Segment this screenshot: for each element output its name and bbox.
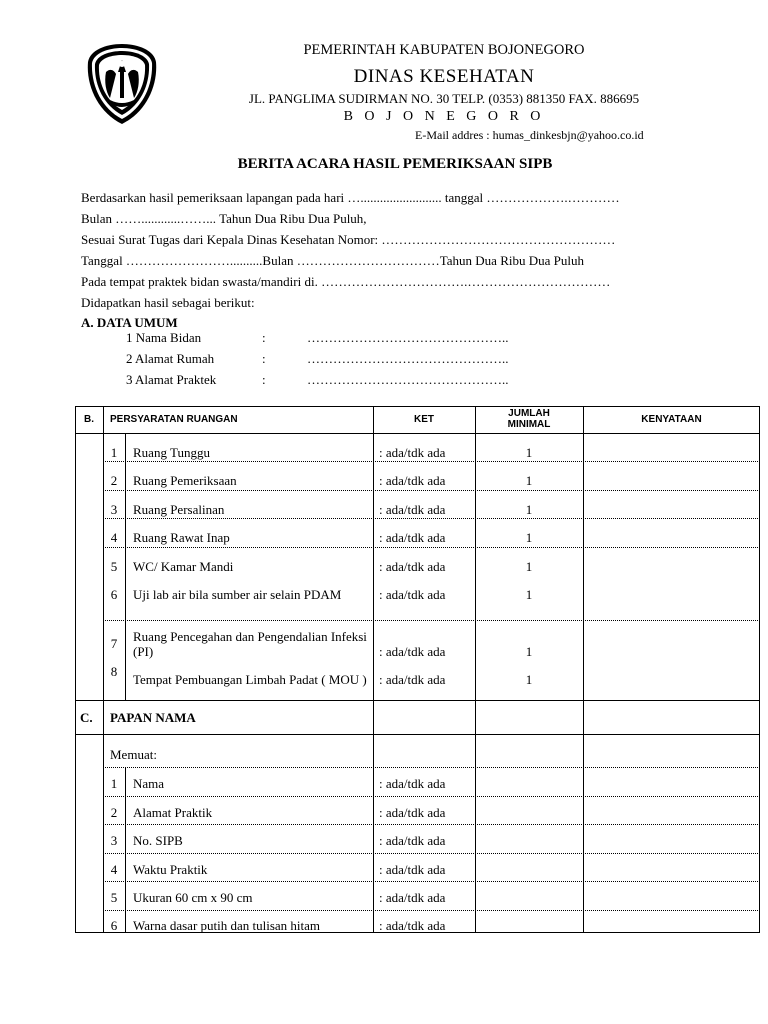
- papan-nama-item: Warna dasar putih dan tulisan hitam: [133, 918, 321, 933]
- papan-nama-ket: : ada/tdk ada: [379, 918, 446, 933]
- intro-line: Sesuai Surat Tugas dari Kepala Dinas Kesehatan Nomor: ………………………………………………: [81, 232, 616, 247]
- header-government-name: PEMERINTAH KABUPATEN BOJONEGORO: [303, 42, 585, 58]
- papan-nama-item: No. SIPB: [133, 833, 183, 848]
- number-column-divider: [125, 433, 126, 700]
- data-umum-colon: :: [262, 351, 266, 366]
- papan-nama-ket: : ada/tdk ada: [379, 833, 446, 848]
- section-a-title: A. DATA UMUM: [81, 315, 178, 330]
- requirement-item: Ruang Pemeriksaan: [133, 473, 237, 488]
- row-number: 4: [110, 862, 118, 877]
- row-divider: [103, 853, 760, 854]
- requirement-ket: : ada/tdk ada: [379, 530, 446, 545]
- requirement-item: Ruang Tunggu: [133, 445, 210, 460]
- row-divider: [103, 910, 760, 911]
- papan-nama-ket: : ada/tdk ada: [379, 776, 446, 791]
- data-umum-colon: :: [262, 330, 266, 345]
- requirement-ket: : ada/tdk ada: [379, 445, 446, 460]
- requirement-ket: : ada/tdk ada: [379, 473, 446, 488]
- requirement-item: WC/ Kamar Mandi: [133, 559, 234, 574]
- row-number: 2: [110, 805, 118, 820]
- requirement-jumlah: 1: [525, 473, 533, 488]
- papan-nama-ket: : ada/tdk ada: [379, 805, 446, 820]
- section-rule: [75, 700, 760, 701]
- data-umum-label: 1 Nama Bidan: [126, 330, 202, 345]
- papan-nama-item: Nama: [133, 776, 165, 791]
- header-agency-name: DINAS KESEHATAN: [353, 66, 535, 87]
- row-number: 3: [110, 833, 118, 848]
- section-c-memuat: Memuat:: [110, 747, 157, 762]
- data-umum-blank: ………………………………………..: [307, 351, 509, 366]
- row-divider: [103, 796, 760, 797]
- row-divider: [103, 490, 760, 491]
- header-city: B O J O N E G O R O: [343, 109, 545, 124]
- header-address: JL. PANGLIMA SUDIRMAN NO. 30 TELP. (0353) 881350 FAX. 886695: [248, 91, 640, 106]
- requirement-jumlah: 1: [525, 672, 533, 687]
- intro-line: Tanggal ……………………..........Bulan ……………………………Tahun Dua Ribu Dua Puluh: [81, 253, 584, 268]
- papan-nama-item: Ukuran 60 cm x 90 cm: [133, 890, 253, 905]
- requirement-jumlah: 1: [525, 559, 533, 574]
- requirement-ket: : ada/tdk ada: [379, 502, 446, 517]
- header-ket: KET: [414, 414, 434, 425]
- requirement-ket: : ada/tdk ada: [379, 587, 446, 602]
- requirement-jumlah: 1: [525, 644, 533, 659]
- row-number: 6: [110, 587, 118, 602]
- papan-nama-ket: : ada/tdk ada: [379, 862, 446, 877]
- requirement-ket: : ada/tdk ada: [379, 559, 446, 574]
- section-c-label: C.: [80, 710, 93, 725]
- row-divider: [103, 824, 760, 825]
- papan-nama-ket: : ada/tdk ada: [379, 890, 446, 905]
- papan-nama-item: Waktu Praktik: [133, 862, 208, 877]
- row-divider: [103, 547, 760, 548]
- intro-line: Bulan ……............……... Tahun Dua Ribu Dua Puluh,: [81, 211, 367, 226]
- table-header-rule: [75, 433, 760, 434]
- intro-line: Pada tempat praktek bidan swasta/mandiri di. …………………………….……………………………: [81, 274, 611, 289]
- document-title: BERITA ACARA HASIL PEMERIKSAAN SIPB: [237, 156, 553, 172]
- data-umum-label: 3 Alamat Praktek: [126, 372, 217, 387]
- row-divider: [103, 881, 760, 882]
- header-kenyataan: KENYATAAN: [641, 414, 702, 425]
- row-number: 7: [110, 636, 118, 651]
- data-umum-label: 2 Alamat Rumah: [126, 351, 215, 366]
- requirement-item: Uji lab air bila sumber air selain PDAM: [133, 587, 342, 602]
- row-number: 1: [110, 445, 118, 460]
- data-umum-blank: ………………………………………..: [307, 330, 509, 345]
- requirement-jumlah: 1: [525, 502, 533, 517]
- header-email: E-Mail addres : humas_dinkesbjn@yahoo.co.id: [415, 128, 644, 142]
- row-number: 4: [110, 530, 118, 545]
- row-divider: [103, 620, 760, 621]
- row-number: 3: [110, 502, 118, 517]
- requirement-jumlah: 1: [525, 445, 533, 460]
- requirement-item: Tempat Pembuangan Limbah Padat ( MOU ): [133, 672, 367, 687]
- intro-line: Didapatkan hasil sebagai berikut:: [81, 295, 255, 310]
- requirement-jumlah: 1: [525, 587, 533, 602]
- requirement-jumlah: 1: [525, 530, 533, 545]
- requirement-item: Ruang Pencegahan dan Pengendalian Infeksi (PI): [133, 629, 367, 659]
- row-number: 6: [110, 918, 118, 933]
- row-divider: [103, 767, 760, 768]
- requirement-item: Ruang Persalinan: [133, 502, 225, 517]
- data-umum-colon: :: [262, 372, 266, 387]
- section-c-title: PAPAN NAMA: [110, 710, 196, 725]
- intro-line: Berdasarkan hasil pemeriksaan lapangan pada hari …......................... tanggal ……………….…………: [81, 190, 620, 205]
- papan-nama-item: Alamat Praktik: [133, 805, 213, 820]
- row-number: 1: [110, 776, 118, 791]
- row-number: 8: [110, 664, 118, 679]
- number-column-divider: [125, 767, 126, 933]
- header-persyaratan: PERSYARATAN RUANGAN: [110, 414, 238, 425]
- row-number: 5: [110, 890, 118, 905]
- data-umum-blank: ………………………………………..: [307, 372, 509, 387]
- row-divider: [103, 518, 760, 519]
- row-number: 2: [110, 473, 118, 488]
- row-divider: [103, 461, 760, 462]
- requirement-ket: : ada/tdk ada: [379, 672, 446, 687]
- row-number: 5: [110, 559, 118, 574]
- requirement-ket: : ada/tdk ada: [379, 644, 446, 659]
- header-jumlah: JUMLAH MINIMAL: [507, 408, 551, 430]
- section-rule: [75, 734, 760, 735]
- header-b: B.: [84, 414, 94, 425]
- requirement-item: Ruang Rawat Inap: [133, 530, 230, 545]
